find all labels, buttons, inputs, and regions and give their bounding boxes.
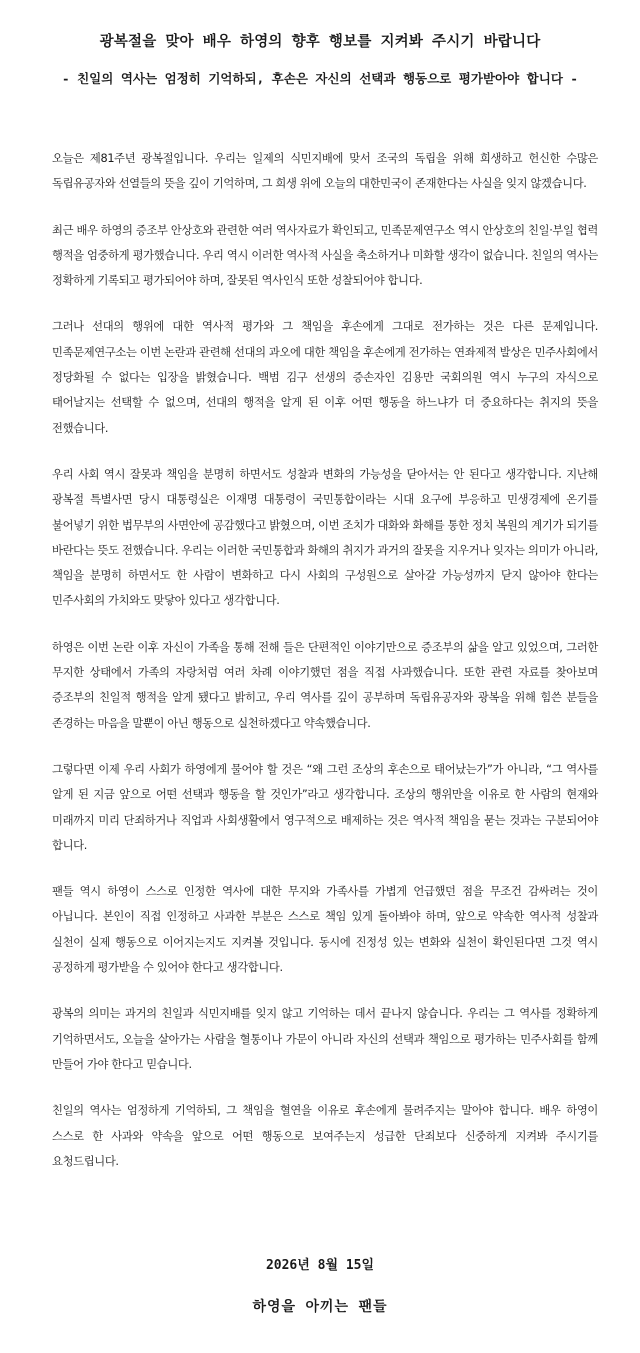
paragraph-8: 광복의 의미는 과거의 친일과 식민지배를 잊지 않고 기억하는 데서 끝나지 않습니다. 우리는 그 역사를 정확하게 기억하면서도, 오늘을 살아가는 사람을 혈통이나 가문이 아니라 자신의 선택과 책임으로 평가하는 민주사회를 함께 만들어 가야 한다고 믿습니다.: [52, 1007, 598, 1071]
document-body: [52, 146, 598, 1195]
paragraph-2: 최근 배우 하영의 증조부 안상호와 관련한 여러 역사자료가 확인되고, 민족문제연구소 역시 안상호의 친일·부일 협력 행적을 엄중하게 평가했습니다. 우리 역시 이러한 역사적 사실을 축소하거나 미화할 생각이 없습니다. 친일의 역사는 정확하게 기록되고 평가되어야 하며, 잘못된 역사인식 또한 성찰되어야 합니다.: [52, 223, 598, 288]
paragraph-4: 우리 사회 역시 잘못과 책임을 분명히 하면서도 성찰과 변화의 가능성을 닫아서는 안 된다고 생각합니다. 지난해 광복절 특별사면 당시 대통령실은 이재명 대통령이 국민통합이라는 시대 요구에 부응하고 민생경제에 온기를 불어넣기 위한 법무부의 사면안에 공감했다고 밝혔으며, 이번 조치가 대화와 화해를 통한 정치 복원의 계기가 되기를 바란다는 뜻도 전했습니다. 우리는 이러한 국민통합과 화해의 취지가 과거의 잘못을 지우거나 잊자는 의미가 아니라, 책임을 분명히 하면서도 한 사람이 변화하고 다시 사회의 구성원으로 살아갈 가능성까지 닫지 않아야 한다는 민주사회의 가치와도 맞닿아 있다고 생각합니다.: [52, 467, 598, 608]
paragraph-9: 친일의 역사는 엄정하게 기억하되, 그 책임을 혈연을 이유로 후손에게 물려주지는 말아야 합니다. 배우 하영이 스스로 한 사과와 약속을 앞으로 어떤 행동으로 보여주는지 성급한 단죄보다 신중하게 지켜봐 주시기를 요청드립니다.: [52, 1104, 598, 1168]
paragraph-3: 그러나 선대의 행위에 대한 역사적 평가와 그 책임을 후손에게 그대로 전가하는 것은 다른 문제입니다. 민족문제연구소는 이번 논란과 관련해 선대의 과오에 대한 책임을 후손에게 전가하는 연좌제적 발상은 민주사회에서 정당화될 수 없다는 입장을 밝혔습니다. 백범 김구 선생의 증손자인 김용만 국회의원 역시 누구의 자식으로 태어날지는 선택할 수 없으며, 선대의 행적을 알게 된 이후 어떤 행동을 하느냐가 더 중요하다는 취지의 뜻을 전했습니다.: [52, 320, 598, 435]
paragraph-1: 오늘은 제81주년 광복절입니다. 우리는 일제의 식민지배에 맞서 조국의 독립을 위해 희생하고 헌신한 수많은 독립유공자와 선열들의 뜻을 깊이 기억하며, 그 희생 위에 오늘의 대한민국이 존재한다는 사실을 잊지 않겠습니다.: [52, 152, 598, 191]
document-signature: 하영을 아끼는 팬들: [252, 1299, 388, 1315]
paragraph-5: 하영은 이번 논란 이후 자신이 가족을 통해 전해 들은 단편적인 이야기만으로 증조부의 삶을 알고 있었으며, 그러한 무지한 상태에서 가족의 자랑처럼 여러 차례 이야기했던 점을 직접 사과했습니다. 또한 관련 자료를 찾아보며 증조부의 친일적 행적을 알게 됐다고 밝히고, 우리 역사를 깊이 공부하며 독립유공자와 광복을 위해 힘쓴 분들을 존경하는 마음을 말뿐이 아닌 행동으로 실천하겠다고 약속했습니다.: [52, 640, 598, 730]
document-title: 광복절을 맞아 배우 하영의 향후 행보를 지켜봐 주시기 바랍니다: [99, 34, 541, 50]
paragraph-7: 팬들 역시 하영이 스스로 인정한 역사에 대한 무지와 가족사를 가볍게 언급했던 점을 무조건 감싸려는 것이 아닙니다. 본인이 직접 인정하고 사과한 부분은 스스로 책임 있게 돌아봐야 하며, 앞으로 약속한 역사적 성찰과 실천이 실제 행동으로 이어지는지도 지켜볼 것입니다. 동시에 진정성 있는 변화와 실천이 확인된다면 그것 역시 공정하게 평가받을 수 있어야 한다고 생각합니다.: [52, 885, 598, 975]
document-date: 2026년 8월 15일: [265, 1258, 375, 1273]
document-subtitle: - 친일의 역사는 엄정히 기억하되, 후손은 자신의 선택과 행동으로 평가받아야 합니다 -: [62, 71, 578, 86]
paragraph-6: 그렇다면 이제 우리 사회가 하영에게 물어야 할 것은 “왜 그런 조상의 후손으로 태어났는가”가 아니라, “그 역사를 알게 된 지금 앞으로 어떤 선택과 행동을 할 것인가”라고 생각합니다. 조상의 행위만을 이유로 한 사람의 현재와 미래까지 미리 단죄하거나 직업과 사회생활에서 영구적으로 배제하는 것은 역사적 책임을 묻는 것과는 구분되어야 합니다.: [52, 762, 598, 852]
